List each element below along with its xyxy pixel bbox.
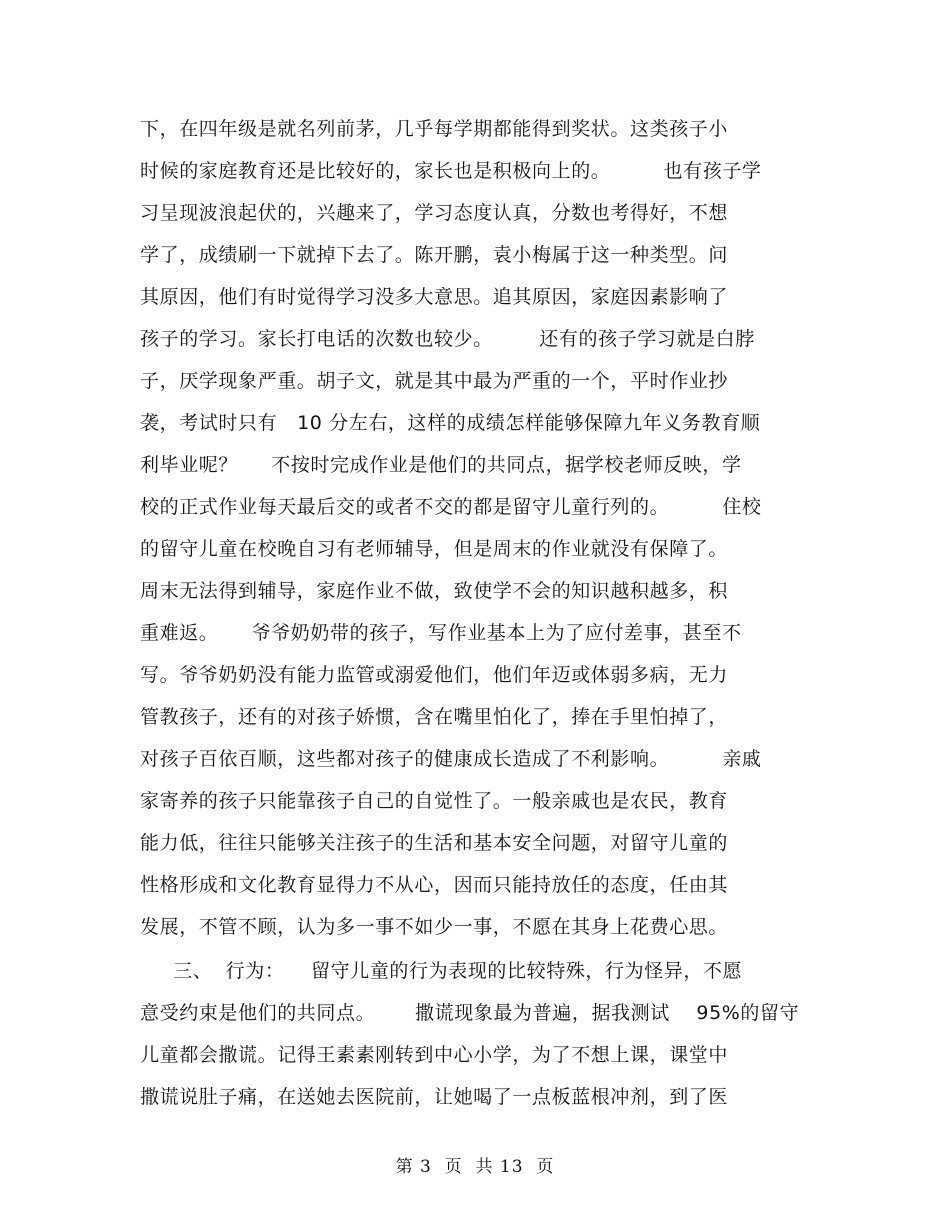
text-line: 利毕业呢？ 不按时完成作业是他们的共同点，据学校老师反映，学 (140, 454, 742, 476)
text-line: 写。爷爷奶奶没有能力监管或溺爱他们，他们年迈或体弱多病，无力 (140, 664, 729, 686)
text-line: 孩子的学习。家长打电话的次数也较少。 还有的孩子学习就是白脖 (140, 328, 755, 350)
text-line: 校的正式作业每天最后交的或者不交的都是留守儿童行列的。 住校 (140, 496, 762, 518)
text-line: 周末无法得到辅导，家庭作业不做，致使学不会的知识越积越多，积 (140, 580, 729, 602)
text-line: 下，在四年级是就名列前茅，几乎每学期都能得到奖状。这类孩子小 (140, 118, 729, 140)
text-line: 时候的家庭教育还是比较好的，家长也是积极向上的。 也有孩子学 (140, 160, 762, 182)
text-line: 家寄养的孩子只能靠孩子自己的自觉性了。一般亲戚也是农民，教育 (140, 790, 729, 812)
text-line: 儿童都会撒谎。记得王素素刚转到中心小学，为了不想上课，课堂中 (140, 1044, 729, 1066)
page-footer: 第 3 页 共 13 页 (395, 1157, 555, 1177)
text-line: 子，厌学现象严重。胡子文，就是其中最为严重的一个，平时作业抄 (140, 370, 729, 392)
text-line: 习呈现波浪起伏的，兴趣来了，学习态度认真，分数也考得好，不想 (140, 202, 729, 224)
text-line: 的留守儿童在校晚自习有老师辅导，但是周末的作业就没有保障了。 (140, 538, 729, 560)
text-line: 对孩子百依百顺，这些都对孩子的健康成长造成了不利影响。 亲戚 (140, 748, 762, 770)
text-line: 能力低，往往只能够关注孩子的生活和基本安全问题，对留守儿童的 (140, 832, 729, 854)
text-line: 其原因，他们有时觉得学习没多大意思。追其原因，家庭因素影响了 (140, 286, 729, 308)
text-line: 重难返。 爷爷奶奶带的孩子，写作业基本上为了应付差事，甚至不 (140, 622, 742, 644)
text-line: 三、 行为： 留守儿童的行为表现的比较特殊，行为怪异，不愿 (140, 960, 743, 982)
text-line: 性格形成和文化教育显得力不从心，因而只能持放任的态度，任由其 (140, 874, 729, 896)
text-line: 撒谎说肚子痛，在送她去医院前，让她喝了一点板蓝根冲剂，到了医 (140, 1086, 729, 1108)
text-line: 意受约束是他们的共同点。 撒谎现象最为普遍，据我测试 95%的留守 (140, 1002, 800, 1024)
text-line: 发展，不管不顾，认为多一事不如少一事，不愿在其身上花费心思。 (140, 916, 729, 938)
text-line: 袭，考试时只有 10 分左右，这样的成绩怎样能够保障九年义务教育顺 (140, 412, 761, 434)
text-line: 管教孩子，还有的对孩子娇惯，含在嘴里怕化了，捧在手里怕掉了， (140, 706, 729, 728)
text-line: 学了，成绩刷一下就掉下去了。陈开鹏，袁小梅属于这一种类型。问 (140, 244, 729, 266)
